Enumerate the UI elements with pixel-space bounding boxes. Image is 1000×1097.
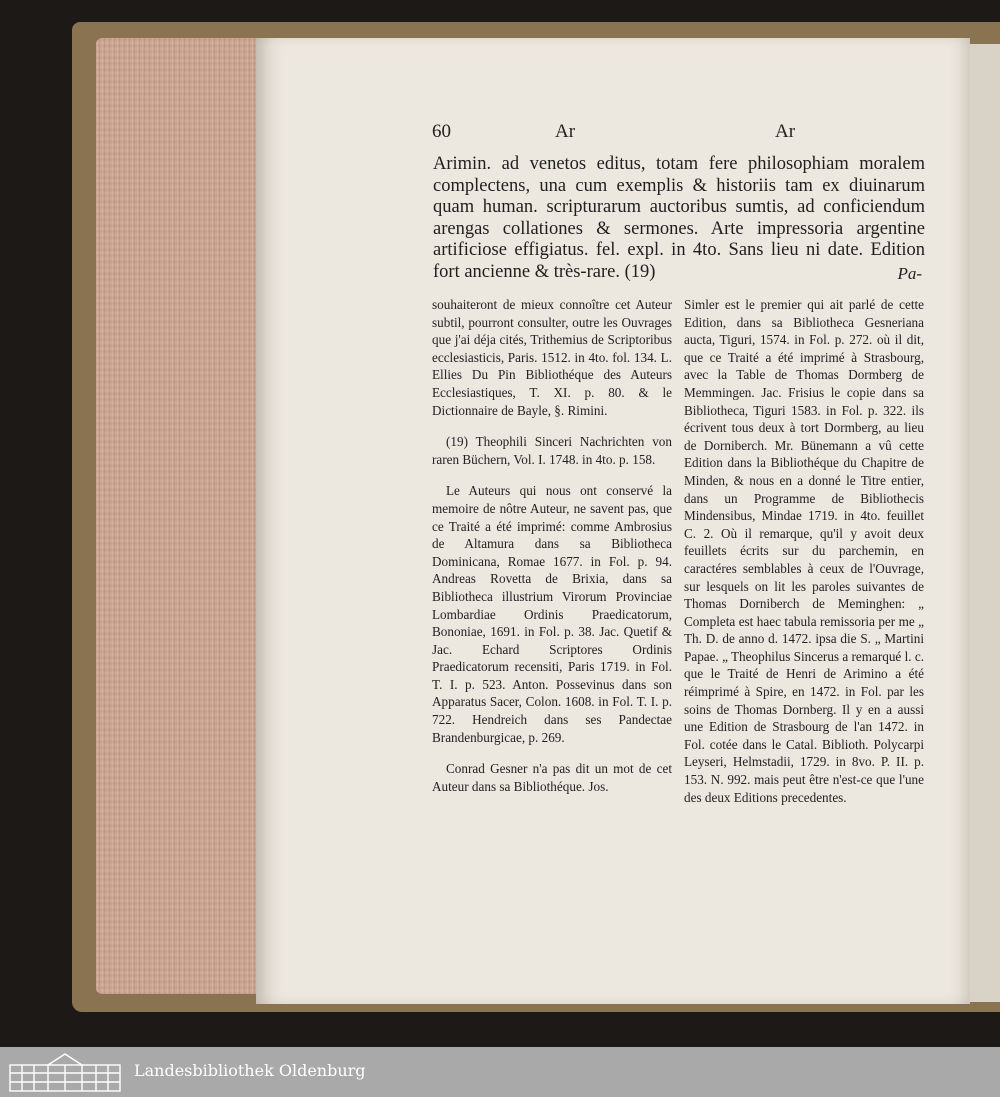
- library-building-logo-icon: [8, 1051, 122, 1093]
- footnote-paragraph: Conrad Gesner n'a pas dit un mot de cet Auteur dans sa Bibliothéque. Jos.: [432, 761, 672, 794]
- running-header-left: Ar: [555, 121, 576, 142]
- footnote-paragraph: (19) Theophili Sinceri Nachrichten von raren Büchern, Vol. I. 1748. in 4to. p. 158.: [432, 434, 672, 467]
- facing-page-edge: [970, 44, 1000, 1002]
- library-footer-bar: [0, 1047, 1000, 1097]
- footnote-paragraph: souhaiteront de mieux connoître cet Auteur subtil, pourront consulter, outre les Ouvrages que j'ai déja cités, Trithemius de Scriptoribus ecclesiasticis, Paris. 1512. in 4to. fol. 134. L. Ellies Du Pin Bibliothéque des Auteurs Ecclesiastiques, T. XI. p. 80. & le Dictionnaire de Bayle, §. Rimini.: [432, 297, 672, 418]
- library-name: Landesbibliothek Oldenburg: [134, 1061, 366, 1080]
- page-number: 60: [432, 121, 451, 142]
- catchword: Pa-: [897, 264, 922, 283]
- footnote-paragraph: Le Auteurs qui nous ont conservé la memoire de nôtre Auteur, ne savent pas, que ce Traité a été imprimé: comme Ambrosius de Altamura dans sa Bibliotheca Dominicana, Romae 1677. in Fol. p. 94. Andreas Rovetta de Brixia, dans sa Bibliotheca illustrium Virorum Provinciae Lombardiae Ordinis Praedicatorum, Bononiae, 1691. in Fol. p. 38. Jac. Quetif & Jac. Echard Scriptores Ordinis Praedicatorum recensiti, Paris 1719. in Fol. T. I. p. 523. Anton. Possevinus dans son Apparatus Sacer, Colon. 1608. in Fol. T. I. p. 722. Hendreich dans ses Pandectae Brandenburgicae, p. 269.: [432, 483, 672, 745]
- running-header-right: Ar: [775, 121, 796, 142]
- main-entry-text: Arimin. ad venetos editus, totam fere philosophiam moralem complectens, una cum exemplis & historiis tam ex diuinarum quam human. scripturarum auctoribus sumtis, ad conficiendum arengas collationes & sermones. Arte impressoria argentine artificiose effigiatus. fel. expl. in 4to. Sans lieu ni date. Edition fort ancienne & très-rare. (19): [433, 154, 925, 282]
- page-fore-edge: [96, 38, 256, 994]
- left-footnote-column: [432, 296, 672, 809]
- right-footnote-column: [684, 296, 924, 820]
- footnote-paragraph: Simler est le premier qui ait parlé de cette Edition, dans sa Bibliotheca Gesneriana aucta, Tiguri, 1574. in Fol. p. 272. où il dit, que ce Traité a été imprimé à Strasbourg, avec la Table de Thomas Dormberg de Memmingen. Jac. Frisius le copie dans sa Bibliotheca, Tiguri 1583. in Fol. p. 322. ils écrivent tous deux à tort Dormberg, au lieu de Dorniberch. Mr. Bünemann a vû cette Edition dans la Bibliothéque du Chapitre de Minden, & nous en a donné le Titre entier, dans un Programme de Bibliothecis Mindensibus, Mindae 1719. in 4to. feuillet C. 2. Où il remarque, qu'il y avoit deux feuillets écrits sur du parchemin, en caractéres semblables à ceux de l'Ouvrage, sur lesquels on lit les paroles suivantes de Thomas Dorniberch de Meminghen: „ Completa est haec tabula remissoria per me „ Th. D. de anno d. 1472. ipsa die S. „ Martini Papae. „ Theophilus Sincerus a remarqué l. c. que le Traité de Henri de Arimino a été réimprimé à Spire, en 1472. in Fol. par les soins de Thomas Dornberg. Il y en a aussi une Edition de Strasbourg de l'an 1472. in Fol. cotée dans le Catal. Biblioth. Polycarpi Leyseri, Helmstadii, 1729. in 8vo. P. II. p. 153. N. 992. mais peut être n'est-ce que l'une des deux Editions precedentes.: [684, 297, 924, 805]
